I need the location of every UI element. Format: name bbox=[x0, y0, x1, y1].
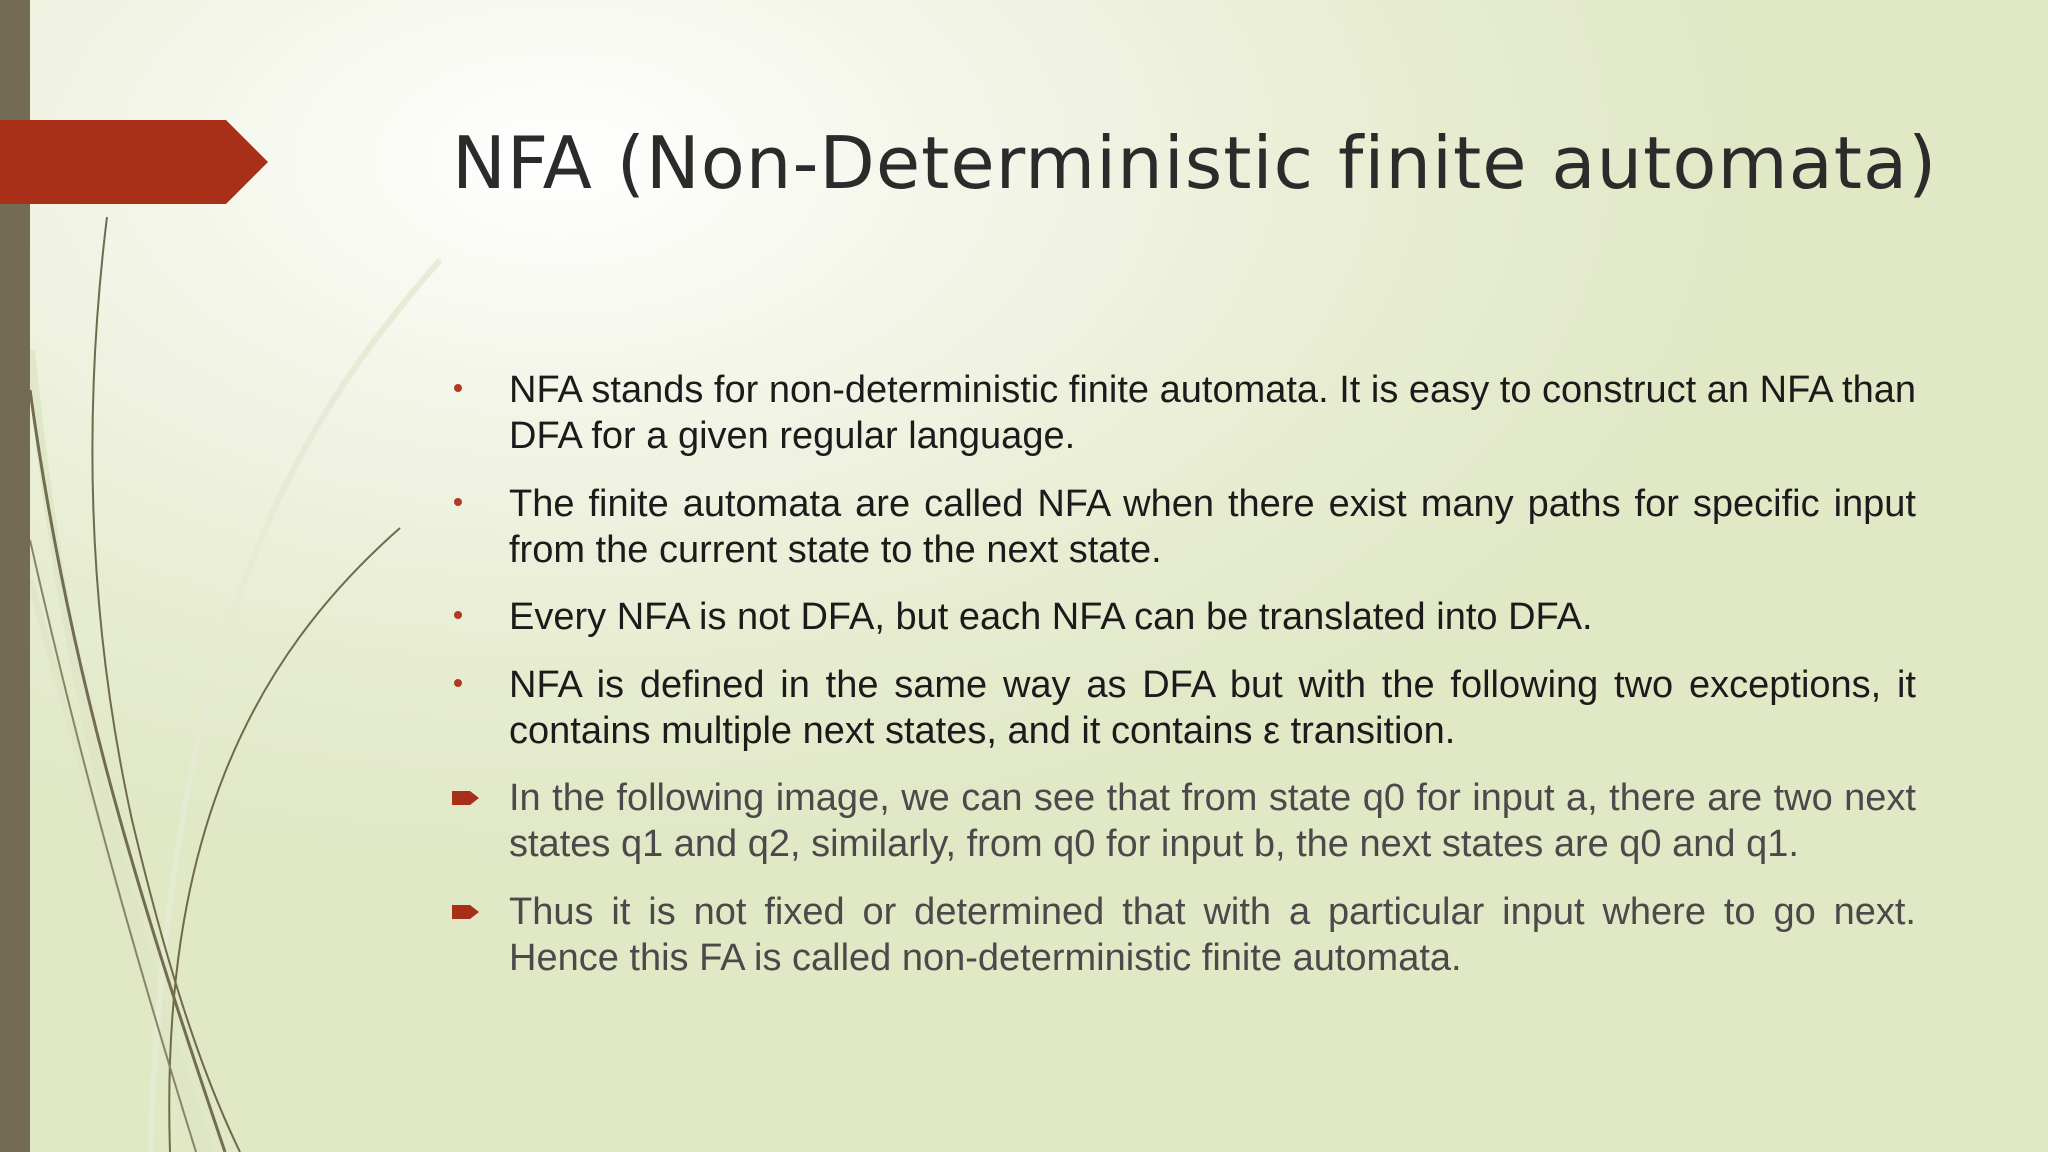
title-arrow-tab bbox=[0, 120, 268, 204]
bullet-item bbox=[452, 889, 1916, 981]
bullet-text: NFA stands for non-deterministic finite automata. It is easy to construct an NFA than DFA for a given regular language. bbox=[509, 369, 1916, 457]
slide-title: NFA (Non-Deterministic finite automata) bbox=[452, 121, 1938, 205]
bullet-text: NFA is defined in the same way as DFA but with the following two exceptions, it contains multiple next states, and it contains ε transition. bbox=[509, 663, 1916, 752]
arrow-bullet-icon bbox=[452, 775, 482, 821]
bullet-text: Thus it is not fixed or determined that with a particular input where to go next. Hence this FA is called non-deterministic finite automata. bbox=[509, 890, 1916, 979]
bullet-text: Every NFA is not DFA, but each NFA can be translated into DFA. bbox=[509, 596, 1593, 638]
dot-bullet-icon bbox=[452, 367, 482, 413]
dot-bullet-icon bbox=[452, 662, 482, 708]
bullet-item bbox=[452, 662, 1916, 754]
bullet-list bbox=[452, 367, 1916, 1002]
bullet-item bbox=[452, 367, 1916, 459]
bullet-text: In the following image, we can see that from state q0 for input a, there are two next states q1 and q2, similarly, from q0 for input b, the next states are q0 and q1. bbox=[509, 777, 1916, 865]
dot-bullet-icon bbox=[452, 481, 482, 527]
bullet-item bbox=[452, 775, 1916, 867]
dot-bullet-icon bbox=[452, 594, 482, 640]
bullet-item bbox=[452, 594, 1916, 640]
bullet-text: The finite automata are called NFA when there exist many paths for specific input from the current state to the next state. bbox=[509, 482, 1916, 571]
bullet-item bbox=[452, 481, 1916, 573]
arrow-bullet-icon bbox=[452, 889, 482, 935]
